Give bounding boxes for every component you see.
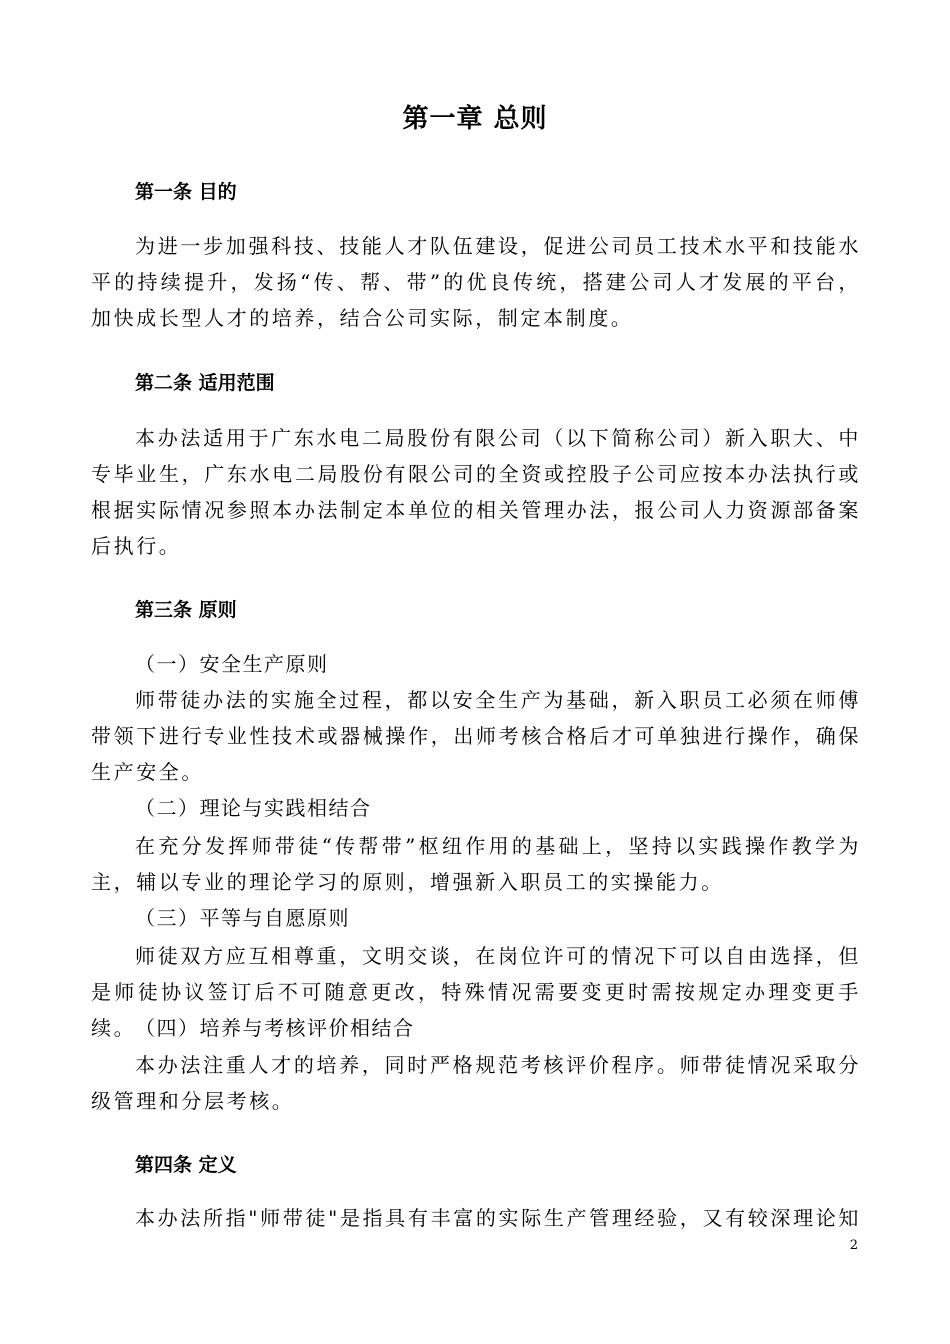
- principle-2-title: （二）理论与实践相结合: [135, 796, 372, 820]
- article-3-heading: 第三条 原则: [135, 599, 237, 621]
- article-1-heading: 第一条 目的: [135, 181, 237, 203]
- principle-1-text: 师带徒办法的实施全过程，都以安全生产为基础，新入职员工必须在师傅带领下进行专业性技术或器械操作，出师考核合格后才可单独进行操作，确保生产安全。: [91, 688, 861, 784]
- principle-1-title: （一）安全生产原则: [135, 652, 329, 676]
- article-4-heading: 第四条 定义: [135, 1154, 237, 1176]
- principle-3-title: （三）平等与自愿原则: [135, 906, 350, 930]
- principle-4-title: （四）培养与考核评价相结合: [135, 1016, 415, 1040]
- page-number: 2: [849, 1238, 858, 1253]
- principle-4-text: 本办法注重人才的培养，同时严格规范考核评价程序。师带徒情况采取分级管理和分层考核。: [91, 1053, 861, 1113]
- principle-3-text: 师徒双方应互相尊重，文明交谈，在岗位许可的情况下可以自由选择，但是师徒协议签订后不可随意更改，特殊情况需要变更时需按规定办理变更手续。: [91, 944, 861, 1040]
- article-4-text: 本办法所指"师带徒"是指具有丰富的实际生产管理经验，又有较深理论知: [135, 1206, 861, 1230]
- article-1-text: 为进一步加强科技、技能人才队伍建设，促进公司员工技术水平和技能水平的持续提升，发扬“传、帮、带”的优良传统，搭建公司人才发展的平台，加快成长型人才的培养，结合公司实际，制定本制度。: [91, 234, 861, 330]
- article-2-text: 本办法适用于广东水电二局股份有限公司（以下简称公司）新入职大、中专毕业生，广东水电二局股份有限公司的全资或控股子公司应按本办法执行或根据实际情况参照本办法制定本单位的相关管理办法，报公司人力资源部备案后执行。: [91, 426, 861, 558]
- principle-2-text: 在充分发挥师带徒“传帮带”枢纽作用的基础上，坚持以实践操作教学为主，辅以专业的理论学习的原则，增强新入职员工的实操能力。: [91, 834, 861, 894]
- chapter-title: 第一章 总则: [402, 104, 548, 134]
- article-2-heading: 第二条 适用范围: [135, 372, 275, 394]
